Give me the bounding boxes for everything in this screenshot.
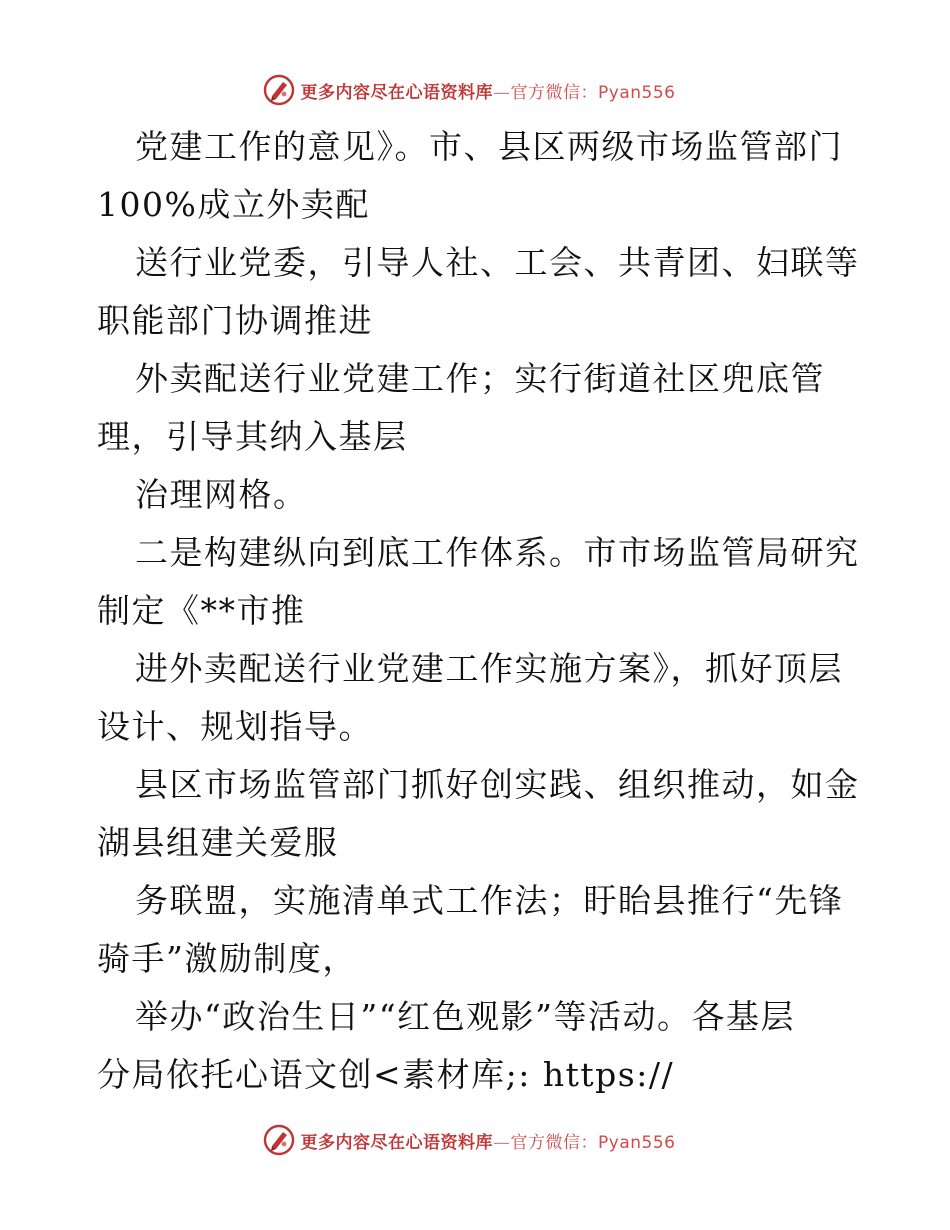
text-line: 100%成立外卖配 — [97, 185, 370, 224]
text-line: 湖县组建关爱服 — [97, 823, 339, 862]
text-line: 制定《**市推 — [97, 591, 306, 630]
pen-logo-icon — [263, 1124, 295, 1156]
text-line: 职能部门协调推进 — [97, 301, 373, 340]
text-line: 外卖配送行业党建工作；实行街道社区兜底管 — [135, 359, 825, 398]
text-line: 举办“政治生日”“红色观影”等活动。各基层 — [135, 997, 795, 1036]
text-line: 骑手”激励制度， — [97, 939, 357, 978]
text-line: 送行业党委，引导人社、工会、共青团、妇联等 — [135, 243, 860, 282]
text-line: 县区市场监管部门抓好创实践、组织推动，如金 — [135, 765, 860, 804]
text-line: 分局依托心语文创<素材库;: https:// — [97, 1055, 675, 1094]
text-line: 进外卖配送行业党建工作实施方案》，抓好顶层 — [135, 649, 843, 688]
text-line: 党建工作的意见》。市、县区两级市场监管部门 — [135, 127, 843, 166]
text-line: 设计、规划指导。 — [97, 707, 373, 746]
watermark-dash: — — [493, 1132, 511, 1153]
watermark-text — [301, 1128, 676, 1153]
watermark-group — [263, 74, 676, 106]
text-line: 理，引导其纳入基层 — [97, 417, 408, 456]
pen-logo-icon — [263, 74, 295, 106]
text-line: 治理网格。 — [135, 475, 308, 514]
text-line: 二是构建纵向到底工作体系。市市场监管局研究 — [135, 533, 860, 572]
text-line: 务联盟，实施清单式工作法；盱眙县推行“先锋 — [135, 881, 844, 920]
watermark-dash: — — [493, 82, 511, 103]
watermark-suffix: 官方微信：Pyan556 — [510, 1132, 676, 1153]
watermark-brand: 更多内容尽在心语资料库 — [300, 82, 494, 103]
footer-watermark — [0, 1120, 950, 1160]
watermark-group — [263, 1124, 676, 1156]
watermark-brand: 更多内容尽在心语资料库 — [300, 1132, 494, 1153]
body-text — [97, 118, 860, 1104]
header-watermark — [0, 70, 950, 110]
watermark-text — [301, 78, 676, 103]
watermark-suffix: 官方微信：Pyan556 — [510, 82, 676, 103]
